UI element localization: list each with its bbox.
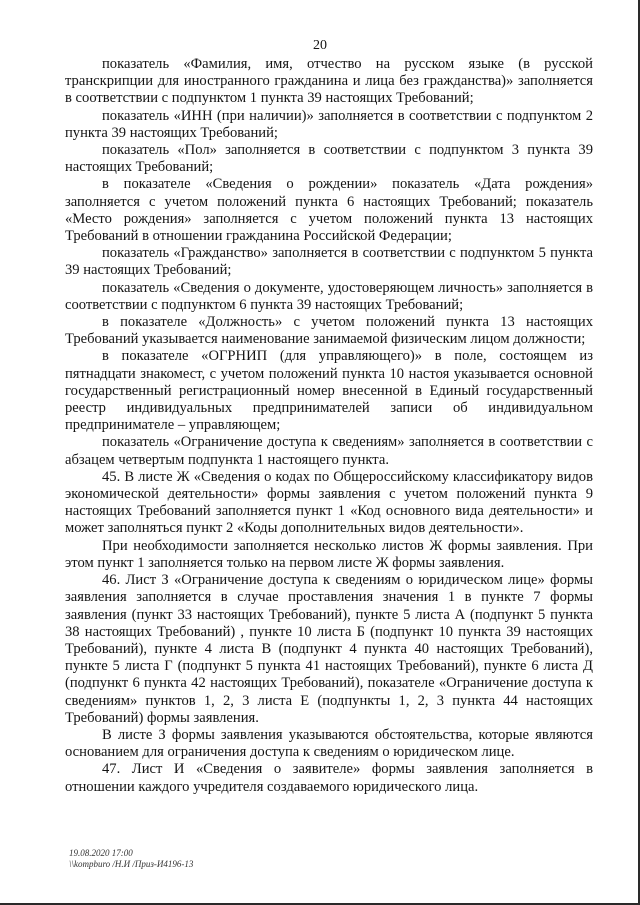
paragraph-citizenship: показатель «Гражданство» заполняется в соответствии с подпунктом 5 пункта 39 настоящих Требований;	[65, 245, 593, 279]
paragraph-position: в показателе «Должность» с учетом положений пункта 13 настоящих Требований указывается наименование занимаемой физическим лицом должности;	[65, 314, 593, 348]
paragraph-access-restriction: показатель «Ограничение доступа к сведениям» заполняется в соответствии с абзацем четвертым подпункта 1 настоящего пункта.	[65, 434, 593, 468]
page-number: 20	[313, 38, 327, 53]
paragraph-id-document: показатель «Сведения о документе, удостоверяющем личность» заполняется в соответствии с подпунктом 6 пункта 39 настоящих Требований;	[65, 279, 593, 313]
paragraph-45: 45. В листе Ж «Сведения о кодах по Общероссийскому классификатору видов экономической деятельности» формы заявления с учетом положений пункта 9 настоящих Требований заполняется пункт 1 «Код основного вида деятельности» и может заполняться пункт 2 «Коды дополнительных видов деятельности».	[65, 468, 593, 537]
paragraph-45-note: При необходимости заполняется несколько листов Ж формы заявления. При этом пункт 1 заполняется только на первом листе Ж формы заявления.	[65, 537, 593, 571]
paragraph-birth-info: в показателе «Сведения о рождении» показатель «Дата рождения» заполняется с учетом положений пункта 6 настоящих Требований; показатель «Место рождения» заполняется с учетом положений пункта 13 настоящих Требований в отношении гражданина Российской Федерации;	[65, 176, 593, 245]
paragraph-ogrnip: в показателе «ОГРНИП (для управляющего)» в поле, состоящем из пятнадцати знакомест, с учетом положений пункта 10 настоя указывается основной государственный регистрационный номер внесенной в Единый государственный реестр индивидуальных предпринимателей записи об индивидуальном предпринимателе – управляющем;	[65, 348, 593, 434]
footer-path: \\kompburo /Н.И /Приз-И4196-13	[69, 859, 194, 869]
print-footer	[69, 848, 193, 870]
footer-date: 19.08.2020 17:00	[69, 848, 133, 858]
paragraph-gender: показатель «Пол» заполняется в соответствии с подпунктом 3 пункта 39 настоящих Требований;	[65, 142, 593, 176]
paragraph-47: 47. Лист И «Сведения о заявителе» формы заявления заполняется в отношении каждого учредителя создаваемого юридического лица.	[65, 761, 593, 795]
paragraph-surname: показатель «Фамилия, имя, отчество на русском языке (в русской транскрипции для иностранного гражданина и лица без гражданства)» заполняется в соответствии с подпунктом 1 пункта 39 настоящих Требований;	[65, 56, 593, 107]
paragraph-inn: показатель «ИНН (при наличии)» заполняется в соответствии с подпунктом 2 пункта 39 настоящих Требований;	[65, 107, 593, 141]
paragraph-46-note: В листе З формы заявления указываются обстоятельства, которые являются основанием для ограничения доступа к сведениям о юридическом лице.	[65, 726, 593, 761]
paragraph-46: 46. Лист З «Ограничение доступа к сведениям о юридическом лице» формы заявления заполняется в случае проставления значения 1 в пункте 7 формы заявления (пункт 33 настоящих Требований), пункте 5 листа А (подпункт 5 пункта 38 настоящих Требований) , пункте 10 листа Б (подпункт 10 пункта 39 настоящих Требований), пункте 4 листа В (подпункт 4 пункта 40 настоящих Требований), пункте 5 листа Г (подпункт 5 пункта 41 настоящих Требований), пункте 6 листа Д (подпункт 6 пункта 42 настоящих Требований), показателе «Ограничение доступа к сведениям» пунктов 1, 2, 3 листа Е (подпункты 1, 2, 3 пункта 44 настоящих Требований) формы заявления.	[65, 572, 593, 726]
document-body	[65, 56, 593, 796]
